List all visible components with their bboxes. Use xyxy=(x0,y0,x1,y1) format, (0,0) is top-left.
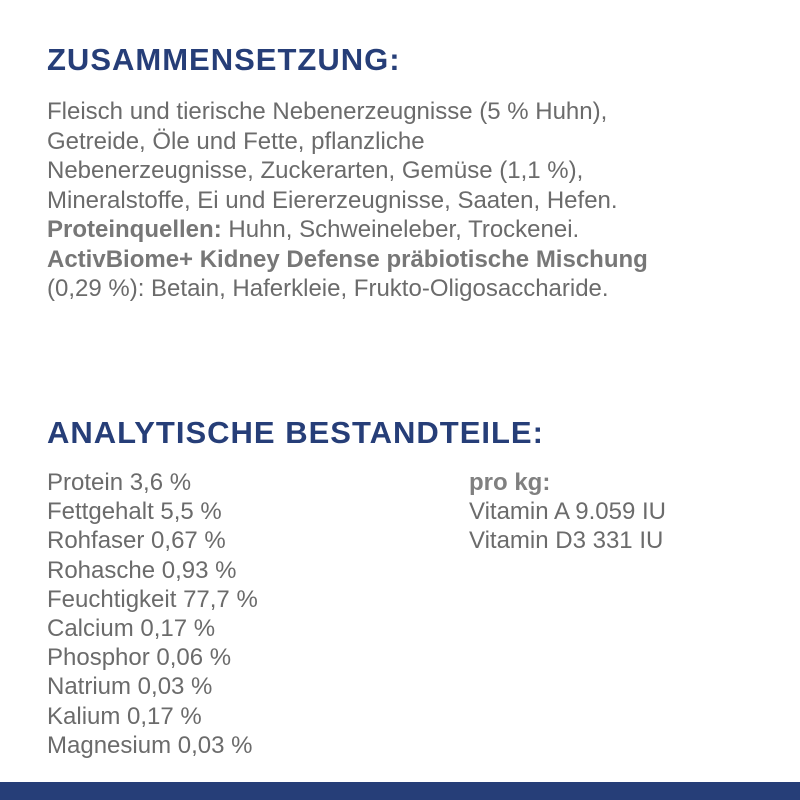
nutrient-list xyxy=(47,468,258,760)
nutrient-item: Phosphor 0,06 % xyxy=(47,644,232,672)
nutrient-item: Rohfaser 0,67 % xyxy=(47,527,226,555)
vitamin-list xyxy=(469,497,666,555)
protein-sources-label: Proteinquellen: xyxy=(47,216,222,243)
per-kg-section xyxy=(469,468,666,556)
nutrient-item: Natrium 0,03 % xyxy=(47,673,213,701)
footer-bar xyxy=(0,782,800,800)
protein-sources xyxy=(47,215,787,245)
ingredients-line: Mineralstoffe, Ei und Eiererzeugnisse, Saaten, Hefen. xyxy=(47,186,618,214)
nutrient-item: Magnesium 0,03 % xyxy=(47,731,253,759)
prebiotic-text: (0,29 %): Betain, Haferkleie, Frukto-Oligosaccharide. xyxy=(47,275,609,302)
vitamin-item: Vitamin A 9.059 IU xyxy=(469,498,667,526)
nutrient-item: Calcium 0,17 % xyxy=(47,615,216,643)
ingredients-line: Fleisch und tierische Nebenerzeugnisse (5 % Huhn), xyxy=(47,98,608,125)
prebiotic-label: ActivBiome+ Kidney Defense präbiotische Mischung xyxy=(47,245,648,273)
nutrient-item: Protein 3,6 % xyxy=(47,469,192,496)
ingredients-line: Nebenerzeugnisse, Zuckerarten, Gemüse (1,1 %), xyxy=(47,157,584,184)
composition-text xyxy=(47,97,787,304)
analytical-heading: ANALYTISCHE BESTANDTEILE: xyxy=(47,415,544,450)
nutrient-item: Rohasche 0,93 % xyxy=(47,556,237,584)
ingredients-line: Getreide, Öle und Fette, pflanzliche xyxy=(47,127,425,155)
nutrient-item: Fettgehalt 5,5 % xyxy=(47,498,222,526)
per-kg-title: pro kg: xyxy=(469,469,551,496)
composition-heading: ZUSAMMENSETZUNG: xyxy=(47,42,401,77)
protein-sources-text: Huhn, Schweineleber, Trockenei. xyxy=(221,216,580,243)
nutrient-item: Feuchtigkeit 77,7 % xyxy=(47,585,258,613)
vitamin-item: Vitamin D3 331 IU xyxy=(469,527,664,555)
nutrient-item: Kalium 0,17 % xyxy=(47,702,202,730)
